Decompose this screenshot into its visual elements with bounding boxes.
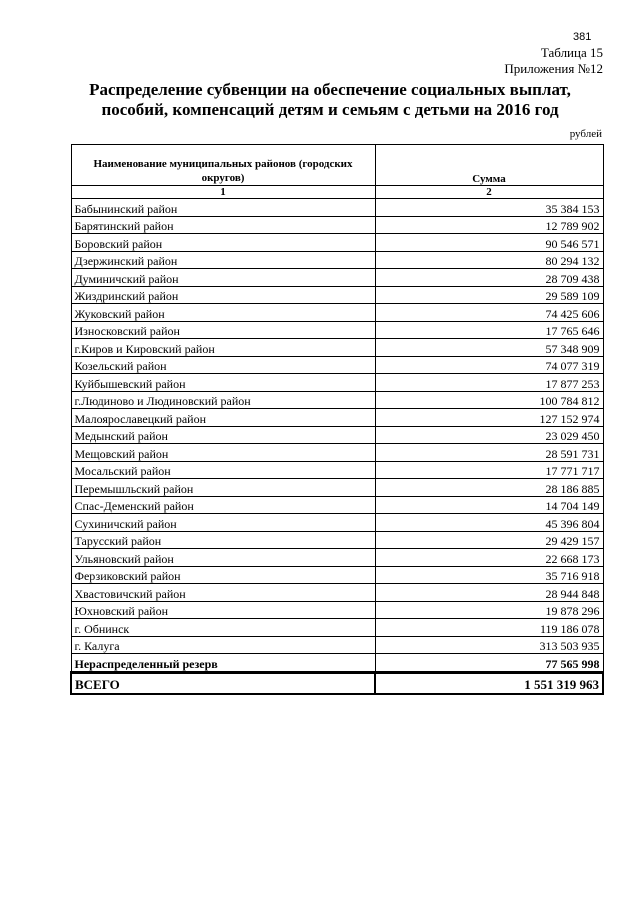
district-name: Куйбышевский район (71, 374, 375, 392)
table-row (71, 444, 603, 462)
table-row (71, 584, 603, 602)
district-name: Спас-Деменский район (71, 496, 375, 514)
table-row (71, 566, 603, 584)
district-name: Тарусский район (71, 531, 375, 549)
district-name: г. Калуга (71, 636, 375, 654)
table-row (71, 356, 603, 374)
district-name: Юхновский район (71, 601, 375, 619)
table-row (71, 426, 603, 444)
table-row (71, 199, 603, 217)
table-row (71, 479, 603, 497)
table-row (71, 514, 603, 532)
district-amount: 119 186 078 (375, 619, 603, 637)
table-row (71, 234, 603, 252)
district-amount: 28 709 438 (375, 269, 603, 287)
district-name: Мещовский район (71, 444, 375, 462)
district-amount: 28 186 885 (375, 479, 603, 497)
table-row (71, 286, 603, 304)
table-row (71, 409, 603, 427)
table-row (71, 636, 603, 654)
table-row (71, 269, 603, 287)
district-name: г.Людиново и Людиновский район (71, 391, 375, 409)
district-name: Мосальский район (71, 461, 375, 479)
district-name: Бабынинский район (71, 199, 375, 217)
district-name: Малоярославецкий район (71, 409, 375, 427)
district-amount: 127 152 974 (375, 409, 603, 427)
district-amount: 14 704 149 (375, 496, 603, 514)
district-name: Боровский район (71, 234, 375, 252)
district-amount: 35 384 153 (375, 199, 603, 217)
column-header-sum: Сумма (375, 145, 603, 186)
district-name: Жиздринский район (71, 286, 375, 304)
district-name: Ферзиковский район (71, 566, 375, 584)
table-row (71, 304, 603, 322)
table-row (71, 374, 603, 392)
district-amount: 57 348 909 (375, 339, 603, 357)
district-amount: 12 789 902 (375, 216, 603, 234)
table-row (71, 619, 603, 637)
district-name: Ульяновский район (71, 549, 375, 567)
total-amount: 1 551 319 963 (375, 672, 603, 694)
district-name: г.Киров и Кировский район (71, 339, 375, 357)
total-row (71, 672, 603, 694)
reserve-amount: 77 565 998 (375, 654, 603, 673)
district-name: Медынский район (71, 426, 375, 444)
district-name: Износковский район (71, 321, 375, 339)
district-name: Козельский район (71, 356, 375, 374)
table-row (71, 216, 603, 234)
district-amount: 17 771 717 (375, 461, 603, 479)
table-reference: Таблица 15 (540, 45, 603, 60)
district-amount: 313 503 935 (375, 636, 603, 654)
table-row (71, 549, 603, 567)
district-name: Сухиничский район (71, 514, 375, 532)
units-label: рублей (569, 128, 602, 140)
table-body (71, 199, 603, 654)
total-name: ВСЕГО (71, 672, 375, 694)
district-name: Дзержинский район (71, 251, 375, 269)
table-row (71, 251, 603, 269)
table-row (71, 601, 603, 619)
district-name: Хвастовичский район (71, 584, 375, 602)
document-title: Распределение субвенции на обеспечение социальных выплат, пособий, компенсаций детям и семьям с детьми на 2016 год (89, 80, 571, 119)
table-row (71, 339, 603, 357)
table-row (71, 496, 603, 514)
district-amount: 100 784 812 (375, 391, 603, 409)
table-row (71, 391, 603, 409)
district-amount: 35 716 918 (375, 566, 603, 584)
district-amount: 23 029 450 (375, 426, 603, 444)
table-row (71, 461, 603, 479)
district-amount: 45 396 804 (375, 514, 603, 532)
table-header-row (71, 145, 603, 186)
district-amount: 28 944 848 (375, 584, 603, 602)
district-name: Перемышльский район (71, 479, 375, 497)
district-name: Думиничский район (71, 269, 375, 287)
district-amount: 29 429 157 (375, 531, 603, 549)
district-amount: 22 668 173 (375, 549, 603, 567)
district-name: Барятинский район (71, 216, 375, 234)
district-amount: 17 765 646 (375, 321, 603, 339)
district-name: г. Обнинск (71, 619, 375, 637)
column-index-2: 2 (375, 186, 603, 199)
column-index-1: 1 (71, 186, 375, 199)
district-amount: 17 877 253 (375, 374, 603, 392)
district-amount: 90 546 571 (375, 234, 603, 252)
district-name: Жуковский район (71, 304, 375, 322)
reserve-row (71, 654, 603, 673)
page-number: 381 (573, 31, 592, 43)
district-amount: 29 589 109 (375, 286, 603, 304)
district-amount: 80 294 132 (375, 251, 603, 269)
appendix-reference: Приложения №12 (504, 61, 603, 76)
table-row (71, 321, 603, 339)
column-index-row (71, 186, 603, 199)
district-amount: 74 425 606 (375, 304, 603, 322)
column-header-name: Наименование муниципальных районов (городских округов) (71, 145, 375, 186)
district-amount: 19 878 296 (375, 601, 603, 619)
reserve-name: Нераспределенный резерв (71, 654, 375, 673)
district-amount: 74 077 319 (375, 356, 603, 374)
table-row (71, 531, 603, 549)
district-amount: 28 591 731 (375, 444, 603, 462)
subvention-table (70, 144, 604, 695)
